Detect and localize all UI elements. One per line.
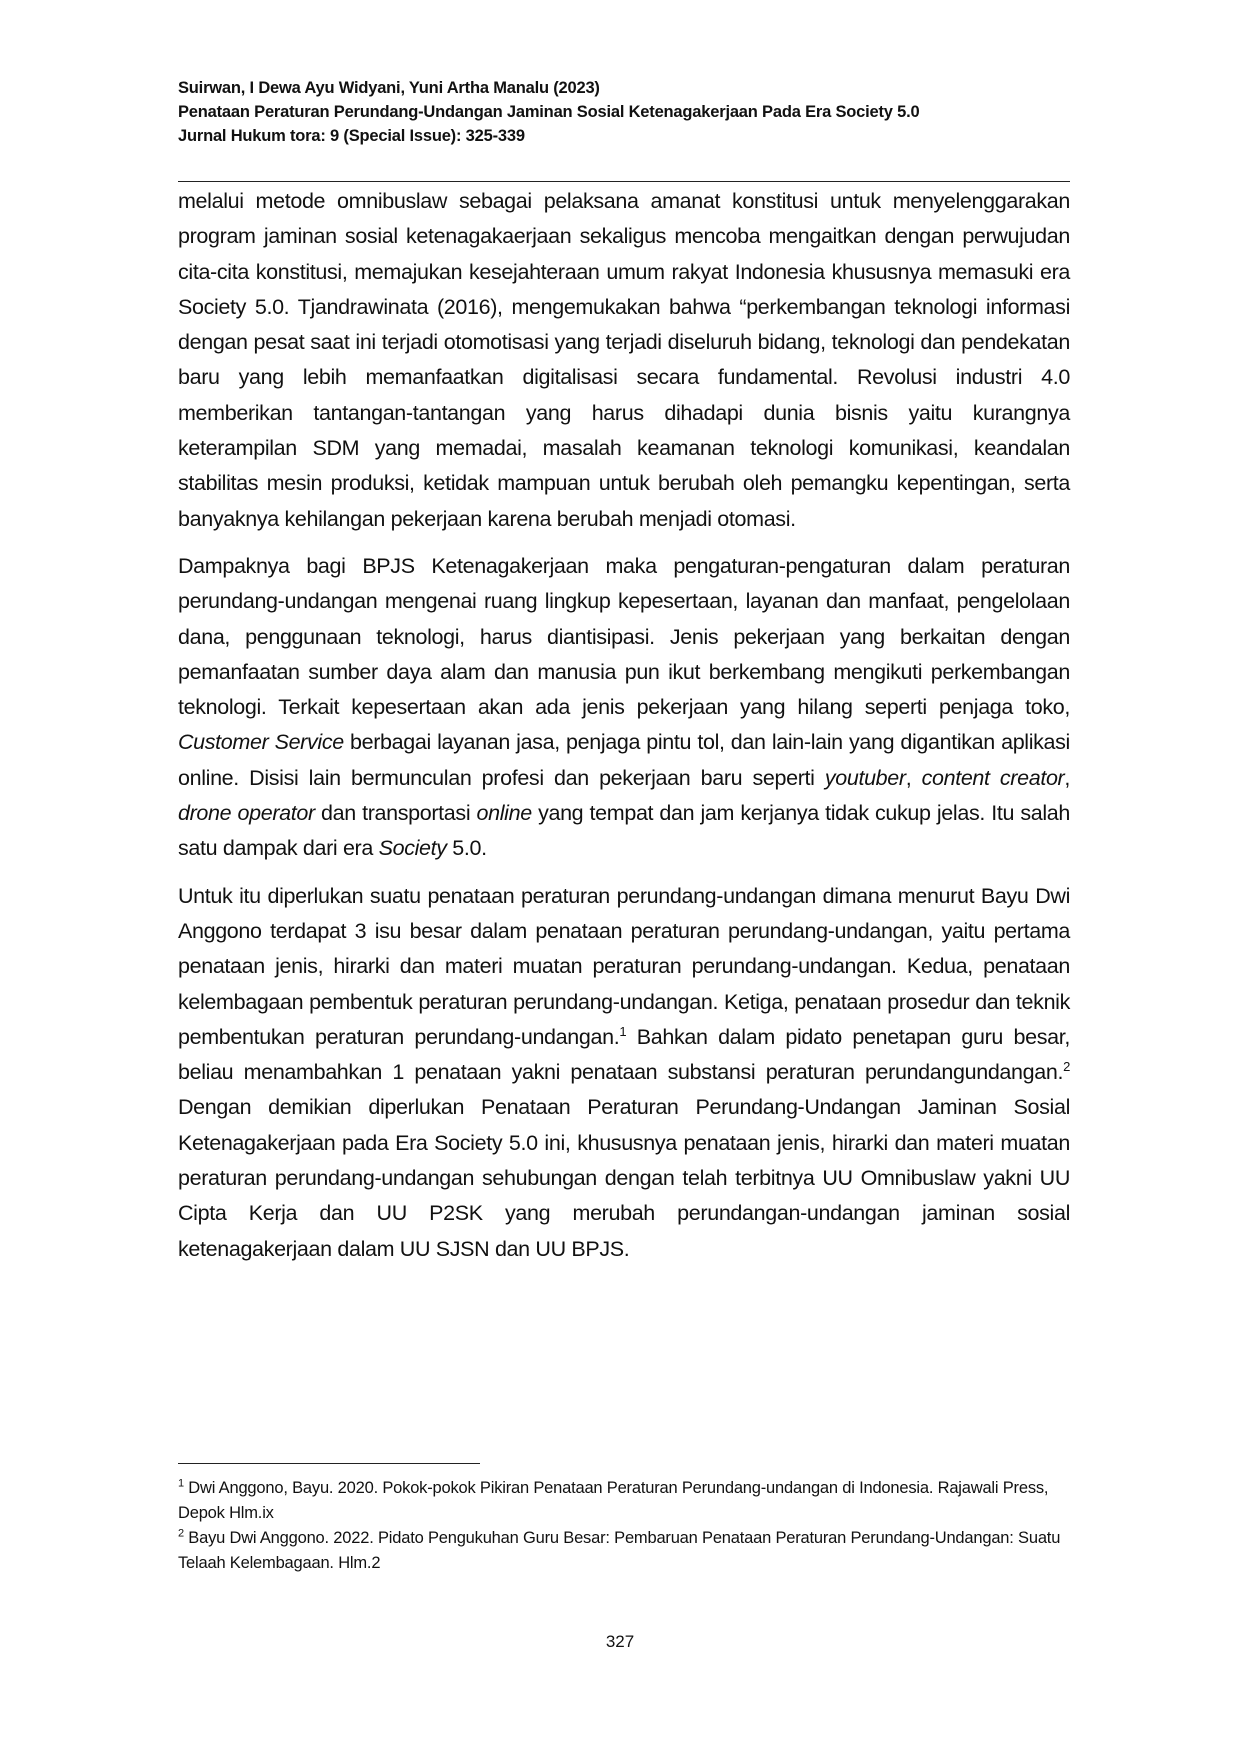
header-authors: Suirwan, I Dewa Ayu Widyani, Yuni Artha Manalu (2023) [178,79,600,97]
footnotes [178,1476,1070,1576]
text-run: Dengan demikian diperlukan Penataan Peraturan Perundang-Undangan Jaminan Sosial Ketenagakerjaan pada Era Society 5.0 ini, khususnya penataan jenis, hirarki dan materi muatan peraturan perundang-undangan sehubungan dengan telah terbitnya UU Omnibuslaw yakni UU Cipta Kerja dan UU P2SK yang merubah perundangan-undangan jaminan sosial ketenagakerjaan dalam UU SJSN dan UU BPJS. [178,1095,1070,1261]
footnote-2 [178,1526,1070,1576]
footnote-mark: 2 [178,1527,184,1540]
paragraph-3 [178,879,1070,1267]
text-run: Bahkan dalam pidato penetapan guru besar, beliau menambahkan 1 penataan yakni penataan substansi peraturan perundangundangan. [178,1024,1070,1085]
italic-term: Society [378,836,447,861]
text-run: Untuk itu diperlukan suatu penataan peraturan perundang-undangan dimana menurut Bayu Dwi Anggono terdapat 3 isu besar dalam penataan peraturan perundang-undangan, yaitu pertama penataan jenis, hirarki dan materi muatan peraturan perundang-undangan. Kedua, penataan kelembagaan pembentuk peraturan perundang-undangan. Ketiga, penataan prosedur dan teknik pembentukan peraturan perundang-undangan. [178,883,1070,1049]
footnote-1 [178,1476,1070,1526]
italic-term: drone operator [178,801,315,826]
header-article-title: Penataan Peraturan Perundang-Undangan Jaminan Sosial Ketenagakerjaan Pada Era Society 5.0 [178,103,920,121]
footnote-text: Dwi Anggono, Bayu. 2020. Pokok-pokok Pikiran Penataan Peraturan Perundang-undangan di Indonesia. Rajawali Press, Depok Hlm.ix [178,1479,1049,1522]
italic-term: youtuber [824,765,906,790]
paragraph-2 [178,549,1070,867]
running-header [178,76,1078,148]
text-run: berbagai layanan jasa, penjaga pintu tol, dan lain-lain yang digantikan aplikasi online. Disisi lain bermunculan profesi dan pekerjaan baru seperti [178,730,1070,790]
text-run: , [1064,765,1070,790]
footnote-mark: 1 [178,1477,184,1490]
italic-term: online [476,801,532,826]
italic-term: Customer Service [178,730,344,755]
paragraph-1: melalui metode omnibuslaw sebagai pelaksana amanat konstitusi untuk menyelenggarakan program jaminan sosial ketenagakaerjaan sekaligus mencoba mengaitkan dengan perwujudan cita-cita konstitusi, memajukan kesejahteraan umum rakyat Indonesia khususnya memasuki era Society 5.0. Tjandrawinata (2016), mengemukakan bahwa “perkembangan teknologi informasi dengan pesat saat ini terjadi otomotisasi yang terjadi diseluruh bidang, teknologi dan pendekatan baru yang lebih memanfaatkan digitalisasi secara fundamental. Revolusi industri 4.0 memberikan tantangan-tantangan yang harus dihadapi dunia bisnis yaitu kurangnya keterampilan SDM yang memadai, masalah keamanan teknologi komunikasi, keandalan stabilitas mesin produksi, ketidak mampuan untuk berubah oleh pemangku kepentingan, serta banyaknya kehilangan pekerjaan karena berubah menjadi otomasi. [178,189,1070,531]
footnote-divider [178,1463,480,1464]
header-journal: Jurnal Hukum tora: 9 (Special Issue): 325-339 [178,127,525,145]
footnote-ref-2[interactable]: 2 [1063,1058,1070,1074]
header-divider [178,181,1070,182]
text-run: dan transportasi [314,801,477,826]
text-run: 5.0. [446,836,487,861]
body-text [178,184,1070,1279]
page-number: 327 [605,1632,635,1651]
italic-term: content creator [921,765,1065,790]
text-run: , [905,765,922,790]
footnote-text: Bayu Dwi Anggono. 2022. Pidato Pengukuhan Guru Besar: Pembaruan Penataan Peraturan Perundang-Undangan: Suatu Telaah Kelembagaan. Hlm.2 [178,1529,1061,1572]
text-run: yang tempat dan jam kerjanya tidak cukup jelas. Itu salah satu dampak dari era [178,801,1070,861]
text-run: Dampaknya bagi BPJS Ketenagakerjaan maka pengaturan-pengaturan dalam peraturan perundang-undangan mengenai ruang lingkup kepesertaan, layanan dan manfaat, pengelolaan dana, penggunaan teknologi, harus diantisipasi. Jenis pekerjaan yang berkaitan dengan pemanfaatan sumber daya alam dan manusia pun ikut berkembang mengikuti perkembangan teknologi. Terkait kepesertaan akan ada jenis pekerjaan yang hilang seperti penjaga toko, [178,553,1070,720]
footnote-ref-1[interactable]: 1 [619,1023,627,1039]
